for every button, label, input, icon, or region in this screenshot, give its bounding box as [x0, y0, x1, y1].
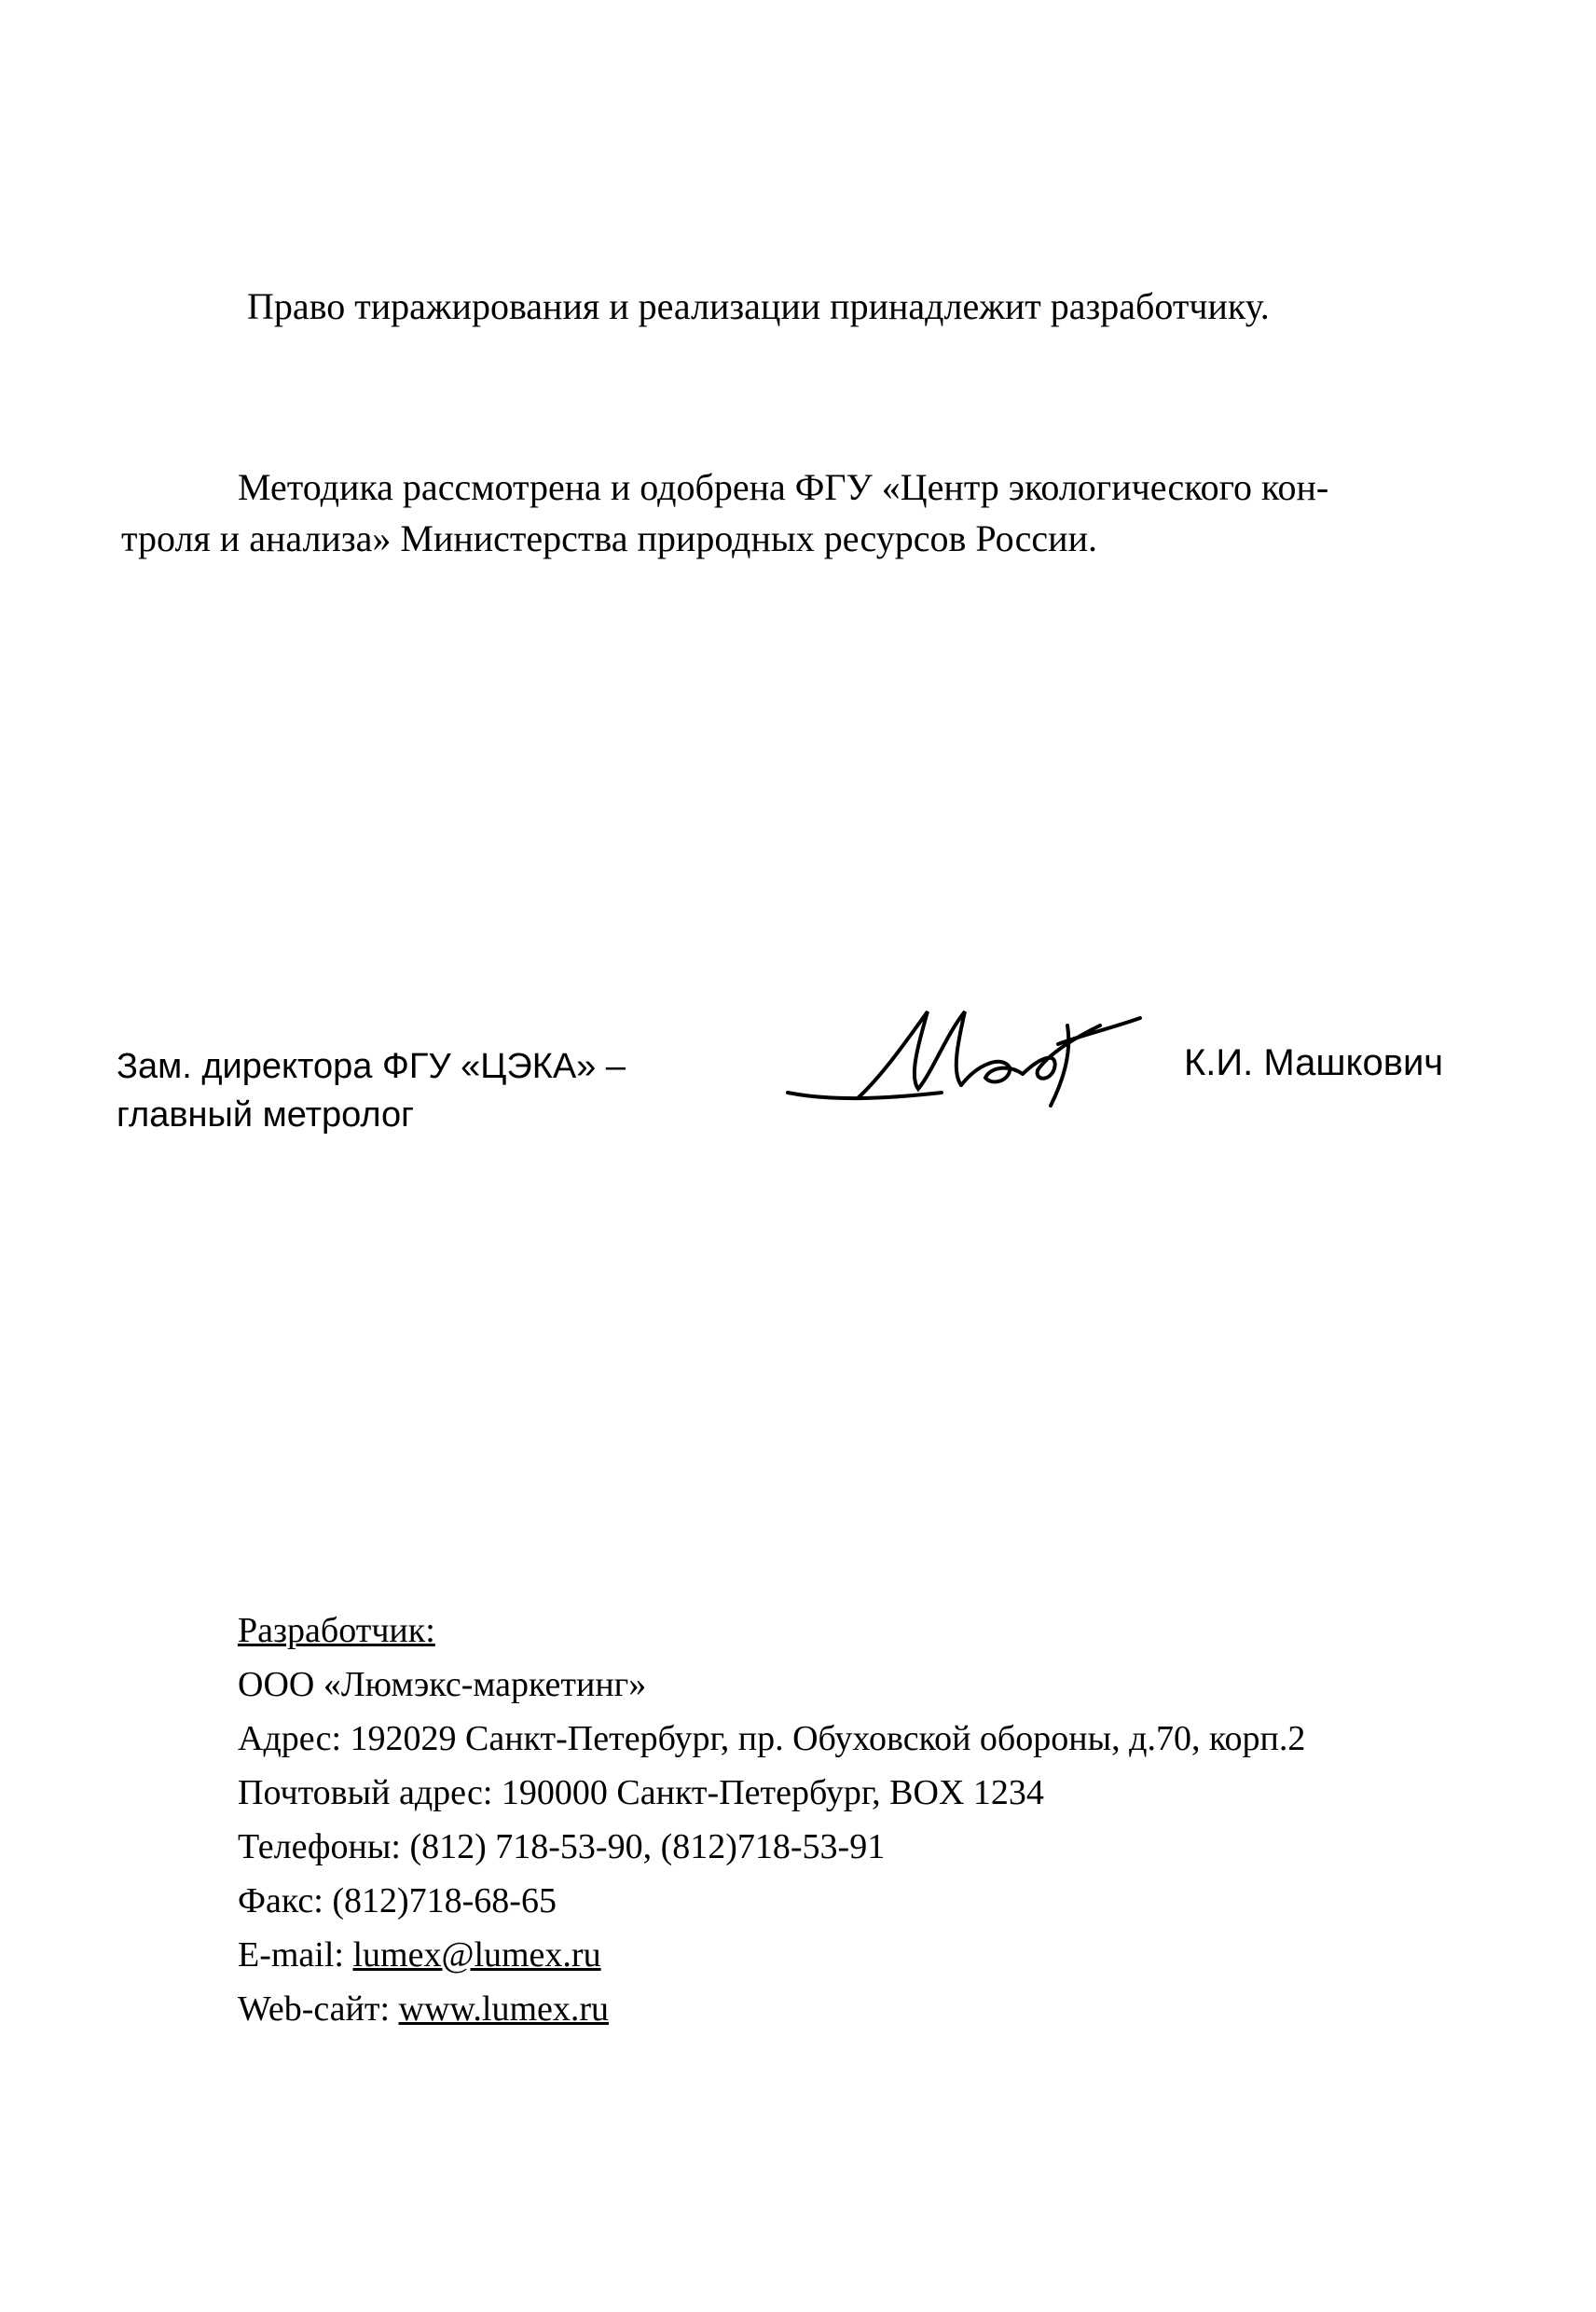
developer-heading: Разработчик: [238, 1611, 435, 1650]
handwritten-signature [778, 988, 1151, 1109]
developer-email-row [238, 1928, 1305, 1982]
signatory-title [117, 1042, 626, 1139]
approval-line-2: троля и анализа» Министерства природных ресурсов России. [121, 517, 1097, 559]
approval-line-1: Методика рассмотрена и одобрена ФГУ «Центр экологического кон- [238, 466, 1329, 508]
developer-phones: Телефоны: (812) 718-53-90, (812)718-53-91 [238, 1827, 886, 1866]
approval-paragraph [121, 461, 1492, 564]
developer-postal-address: Почтовый адрес: 190000 Санкт-Петербург, BOX 1234 [238, 1773, 1044, 1812]
developer-web-row [238, 1982, 1305, 2036]
web-link[interactable]: www.lumex.ru [398, 1989, 610, 2029]
signatory-title-line-2: главный метролог [117, 1095, 415, 1135]
email-link[interactable]: lumex@lumex.ru [352, 1935, 601, 1975]
signatory-name: К.И. Машкович [1184, 1042, 1444, 1083]
signatory-title-line-1: Зам. директора ФГУ «ЦЭКА» – [117, 1047, 626, 1086]
developer-company: ООО «Люмэкс-маркетинг» [238, 1665, 647, 1704]
web-label: Web-сайт: [238, 1989, 399, 2029]
copyright-notice: Право тиражирования и реализации принадлежит разработчику. [247, 285, 1270, 327]
developer-address: Адрес: 192029 Санкт-Петербург, пр. Обуховской обороны, д.70, корп.2 [238, 1719, 1306, 1758]
developer-block [238, 1603, 1305, 2036]
developer-fax: Факс: (812)718-68-65 [238, 1881, 557, 1920]
email-label: E-mail: [238, 1935, 353, 1975]
